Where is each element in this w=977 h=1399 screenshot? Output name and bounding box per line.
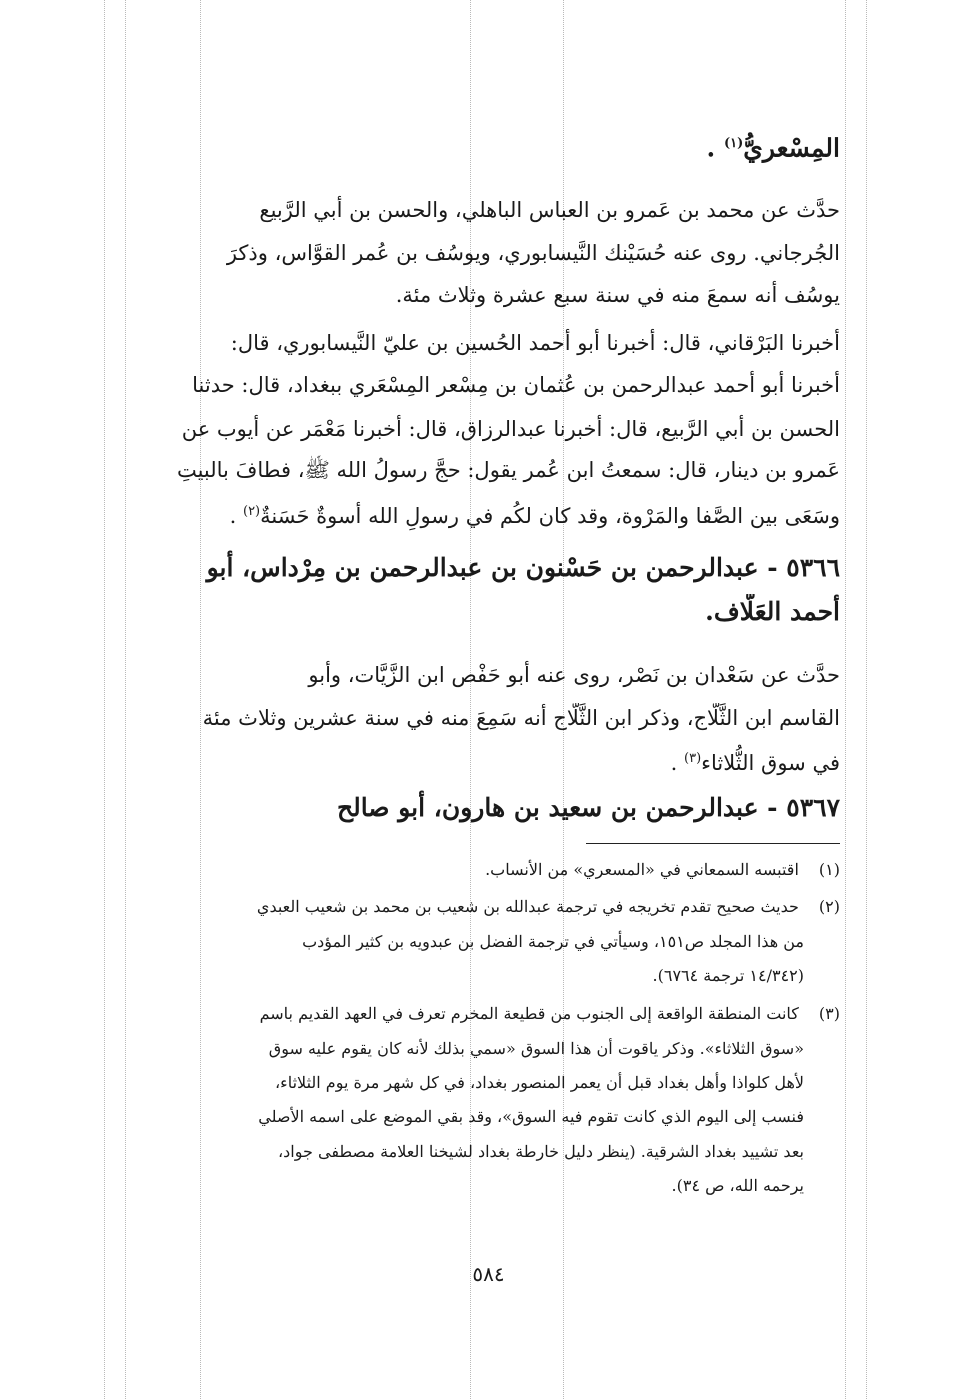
- footnote-line: لأهل كلواذا وأهل بغداد قبل أن يعمر المنصور بغداد، في كل شهر مرة يوم الثلاثاء،: [275, 1073, 804, 1092]
- footnote-ref-2: (٢): [242, 504, 261, 519]
- text-line: الحسن بن أبي الرَّبيع، قال: أخبرنا عبدالرزاق، قال: أخبرنا مَعْمَر عن أيوب عن: [181, 417, 840, 441]
- footnote-line: «سوق الثلاثاء». وذكر ياقوت أن هذا السوق «سمي بذلك لأنه كان يقوم عليه سوق: [268, 1039, 804, 1058]
- footnote-ref-1: (١): [723, 136, 744, 151]
- footnote-ref-3: (٣): [684, 751, 702, 766]
- entry-name-top: المِسْعريُّ$^{(١)}$ .: [706, 133, 840, 163]
- text-line: حدَّث عن محمد بن عَمرو بن العباس الباهلي، والحسن بن أبي الرَّبيع: [259, 198, 840, 222]
- footnote-3: (٣) كانت المنطقة الواقعة إلى الجنوب من قطيعة المخرم تعرف في العهد القديم باسم: [150, 1002, 840, 1026]
- guide-line: [845, 0, 846, 1399]
- entry-heading-5366: ٥٣٦٦ - عبدالرحمن بن حَسْنون بن عبدالرحمن بن مِرْداس، أبو: [206, 553, 840, 582]
- footnote-number: (٢): [818, 897, 840, 916]
- guide-line: [125, 0, 126, 1399]
- text-line: القاسم ابن الثَّلَّاج، وذكر ابن الثَّلَّاج أنه سَمِعَ منه في سنة عشرين وثلاث مئة: [202, 706, 840, 730]
- footnote-line: يرحمه الله، ص ٣٤).: [671, 1176, 804, 1195]
- footnote-1: (١) اقتبسه السمعاني في «المسعري» من الأنساب.: [150, 858, 840, 882]
- text-line: أخبرنا أبو أحمد عبدالرحمن بن عُثمان بن مِسْعر المِسْعَري ببغداد، قال: حدثنا: [192, 373, 840, 397]
- footnote-line: بعد تشييد بغداد الشرقية. (ينظر دليل خارطة بغداد لشيخنا العلامة مصطفى جواد،: [278, 1142, 804, 1161]
- text-line: عَمرو بن دينار، قال: سمعتُ ابن عُمر يقول: حجَّ رسولُ الله ﷺ، فطافَ بالبيتِ: [176, 458, 840, 482]
- footnote-2: (٢) حديث صحيح تقدم تخريجه في ترجمة عبدالله بن شعيب بن محمد بن شعيب العبدي: [150, 895, 840, 919]
- guide-line: [104, 0, 105, 1399]
- footnote-number: (٣): [818, 1004, 840, 1023]
- entry-heading-5366-cont: أحمد العَلَّاف.: [705, 597, 840, 626]
- footnote-separator: [586, 843, 840, 844]
- footnote-number: (١): [818, 860, 840, 879]
- entry-heading-5367: ٥٣٦٧ - عبدالرحمن بن سعيد بن هارون، أبو صالح: [336, 793, 840, 822]
- footnote-line: (١٤/٣٤٢ ترجمة ٦٧٦٤).: [652, 966, 804, 985]
- text-line: وسَعَى بين الصَّفا والمَرْوة، وقد كان لكُم في رسولِ الله أسوةٌ حَسَنةٌ$^{(٢)}$ .: [229, 504, 840, 528]
- page-number: ٥٨٤: [472, 1262, 505, 1286]
- text-line: الجُرجاني. روى عنه حُسَيْنك النَّيسابوري، ويوسُف بن عُمر القوَّاس، وذكرَ: [226, 241, 840, 265]
- guide-line: [866, 0, 867, 1399]
- text-line: في سوق الثُّلاثاء$^{(٣)}$ .: [670, 751, 840, 775]
- footnote-line: فنسب إلى اليوم الذي كانت تقوم فيه السوق»، وقد بقي الموضع على اسمه الأصلي: [258, 1107, 804, 1126]
- footnote-line: من هذا المجلد ص١٥١، وسيأتي في ترجمة الفضل بن عبدويه بن كثير المؤدب: [302, 932, 804, 951]
- text-line: أخبرنا البَرْقاني، قال: أخبرنا أبو أحمد الحُسين بن عليّ النَّيسابوري، قال:: [230, 331, 840, 355]
- text-line: حدَّث عن سَعْدان بن نَصْر، روى عنه أبو حَفْص ابن الزَّيَّات، وأبو: [308, 663, 840, 687]
- text-line: يوسُف أنه سمعَ منه في سنة سبع عشرة وثلاث مئة.: [395, 283, 840, 307]
